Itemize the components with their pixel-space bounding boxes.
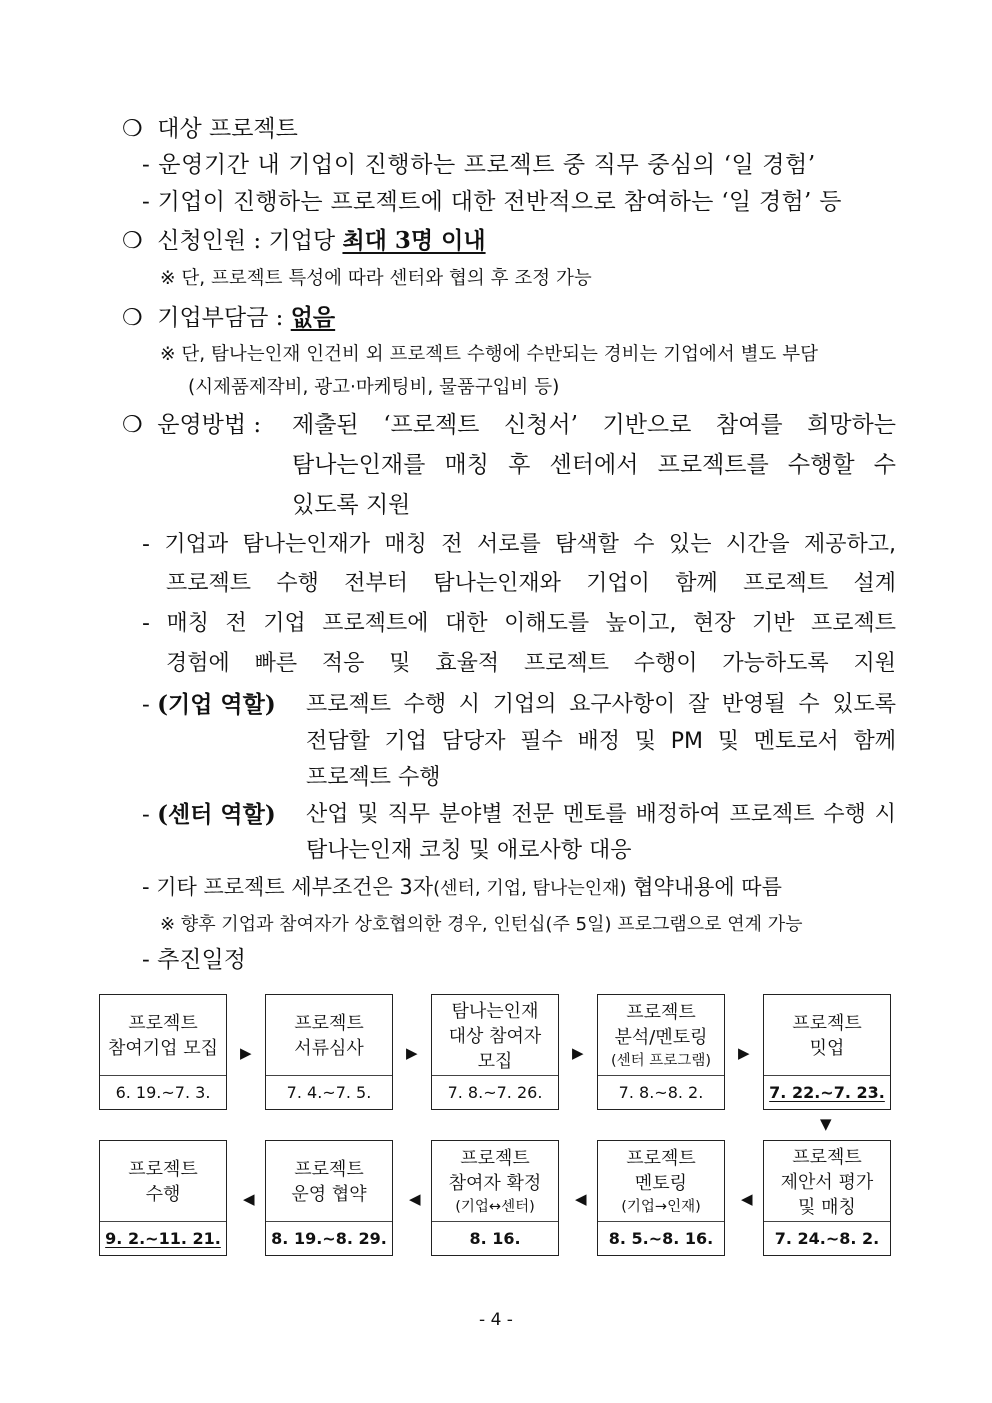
target-item-1: - 운영기간 내 기업이 진행하는 프로젝트 중 직무 중심의 ‘일 경험’ [142,152,816,178]
step-title: 프로젝트 [792,1146,862,1168]
circle-bullet-icon: ❍ [122,305,143,331]
arrow-down-icon: ▼ [820,1115,832,1133]
etc-part-a: - 기타 프로젝트 세부조건은 3자 [142,875,434,899]
step-subtitle: 참여자 확정 [448,1173,542,1194]
company-role-label-text: (기업 역할) [157,691,276,718]
applicants-label: 신청인원 : 기업당 [157,228,343,254]
step-date: 8. 5.~8. 16. [608,1229,714,1248]
circle-bullet-icon: ❍ [122,412,143,438]
step-title: 프로젝트 [626,1148,696,1169]
arrow-left-icon: ◀ [741,1190,753,1208]
step-extra: (기업↔센터) [455,1199,535,1215]
target-item-2: - 기업이 진행하는 프로젝트에 대한 전반적으로 참여하는 ‘일 경험’ 등 [142,189,842,215]
step-date: 7. 8.~8. 2. [618,1083,704,1102]
step-date: 7. 22.~7. 23. [769,1083,885,1102]
step-date: 7. 4.~7. 5. [286,1083,372,1102]
company-role-line-1: 프로젝트 수행 시 기업의 요구사항이 잘 반영될 수 있도록 [306,692,896,717]
method-item-2-line-1: - 매칭 전 기업 프로젝트에 대한 이해도를 높이고, 현장 기반 프로젝트 [142,611,896,636]
step-subtitle: 제안서 평가 [780,1171,874,1193]
page-number: - 4 - [479,1310,513,1330]
burden-note-1: ※ 단, 탐나는인재 인건비 외 프로젝트 수행에 수반되는 경비는 기업에서 별도 부담 [160,344,818,365]
applicants-note: ※ 단, 프로젝트 특성에 따라 센터와 협의 후 조정 가능 [160,268,592,289]
step-subtitle: 분석/멘토링 [614,1027,708,1048]
method-line-2: 탐나는인재를 매칭 후 센터에서 프로젝트를 수행할 수 [292,452,896,478]
section-target-heading [122,114,298,144]
step-subtitle: 수행 [145,1184,181,1205]
section-burden [122,303,335,333]
step-date: 7. 8.~7. 26. [447,1083,543,1102]
schedule-label: - 추진일정 [142,947,246,973]
step-subtitle: 참여기업 모집 [107,1038,219,1059]
flow-step-recruit-participants [431,994,559,1110]
circle-bullet-icon: ❍ [122,116,143,142]
step-date: 8. 19.~8. 29. [271,1229,387,1248]
arrow-right-icon: ▶ [572,1044,584,1062]
method-label: 운영방법 : [157,412,262,438]
step-title: 프로젝트 [460,1148,530,1169]
flow-step-operation-agreement [265,1140,393,1256]
method-item-1-line-2: 프로젝트 수행 전부터 탐나는인재와 기업이 함께 프로젝트 설계 [166,571,896,596]
step-extra: (센터 프로그램) [611,1053,711,1069]
arrow-left-icon: ◀ [409,1190,421,1208]
etc-note: ※ 향후 기업과 참여자가 상호협의한 경우, 인턴십(주 5일) 프로그램으로 연계 가능 [160,914,803,935]
method-line-3: 있도록 지원 [292,492,411,518]
step-date: 6. 19.~7. 3. [115,1083,211,1102]
flow-step-proposal-evaluation [763,1140,891,1256]
step-extra: 모집 [477,1050,513,1072]
center-role-line-2: 탐나는인재 코칭 및 애로사항 대응 [306,838,632,863]
target-heading-text: 대상 프로젝트 [157,116,298,142]
step-title: 프로젝트 [626,1002,696,1023]
company-role-line-3: 프로젝트 수행 [306,765,441,790]
step-date: 9. 2.~11. 21. [105,1229,221,1248]
step-date: 7. 24.~8. 2. [774,1229,880,1248]
step-subtitle: 운영 협약 [291,1184,367,1205]
flow-step-participant-confirm [431,1140,559,1256]
flow-step-recruit-companies [99,994,227,1110]
arrow-right-icon: ▶ [738,1044,750,1062]
flow-step-mentoring [597,1140,725,1256]
burden-label: 기업부담금 : [157,305,291,331]
step-extra: 및 매칭 [798,1196,856,1218]
step-extra: (기업→인재) [621,1199,701,1215]
flow-step-document-review [265,994,393,1110]
flow-step-meetup [763,994,891,1110]
company-role-line-2: 전담할 기업 담당자 필수 배정 및 PM 및 멘토로서 함께 [306,729,896,754]
step-title: 프로젝트 [128,1013,198,1034]
step-title: 프로젝트 [294,1013,364,1034]
etc-part-b: (센터, 기업, 탐나는인재) [433,878,627,899]
step-date: 8. 16. [469,1229,521,1248]
circle-bullet-icon: ❍ [122,228,143,254]
arrow-right-icon: ▶ [406,1044,418,1062]
step-title: 프로젝트 [128,1159,198,1180]
center-role-line-1: 산업 및 직무 분야별 전문 멘토를 배정하여 프로젝트 수행 시 [306,802,896,827]
applicants-emphasis: 최대 3명 이내 [342,227,486,254]
section-applicants [122,226,486,256]
flow-step-execution [99,1140,227,1256]
step-title: 탐나는인재 [451,1000,539,1022]
method-line-1: 제출된 ‘프로젝트 신청서’ 기반으로 참여를 희망하는 [292,412,896,438]
section-method [122,410,261,440]
step-subtitle: 밋업 [809,1038,845,1059]
center-role-label: - (센터 역할) [142,801,276,828]
arrow-left-icon: ◀ [575,1190,587,1208]
burden-note-2: (시제품제작비, 광고·마케팅비, 물품구입비 등) [188,377,560,398]
arrow-left-icon: ◀ [243,1190,255,1208]
step-subtitle: 멘토링 [634,1173,688,1194]
step-subtitle: 대상 참여자 [448,1025,542,1047]
step-subtitle: 서류심사 [294,1038,364,1059]
step-title: 프로젝트 [294,1159,364,1180]
method-item-2-line-2: 경험에 빠른 적응 및 효율적 프로젝트 수행이 가능하도록 지원 [166,651,896,676]
etc-part-c: 협약내용에 따름 [626,875,782,899]
flow-step-analysis-mentoring [597,994,725,1110]
burden-emphasis: 없음 [290,304,336,331]
step-title: 프로젝트 [792,1013,862,1034]
arrow-right-icon: ▶ [240,1044,252,1062]
center-role-label-text: (센터 역할) [157,801,276,828]
company-role-label: - (기업 역할) [142,691,276,718]
etc-line [142,872,782,904]
method-item-1-line-1: - 기업과 탐나는인재가 매칭 전 서로를 탐색할 수 있는 시간을 제공하고, [142,532,896,557]
